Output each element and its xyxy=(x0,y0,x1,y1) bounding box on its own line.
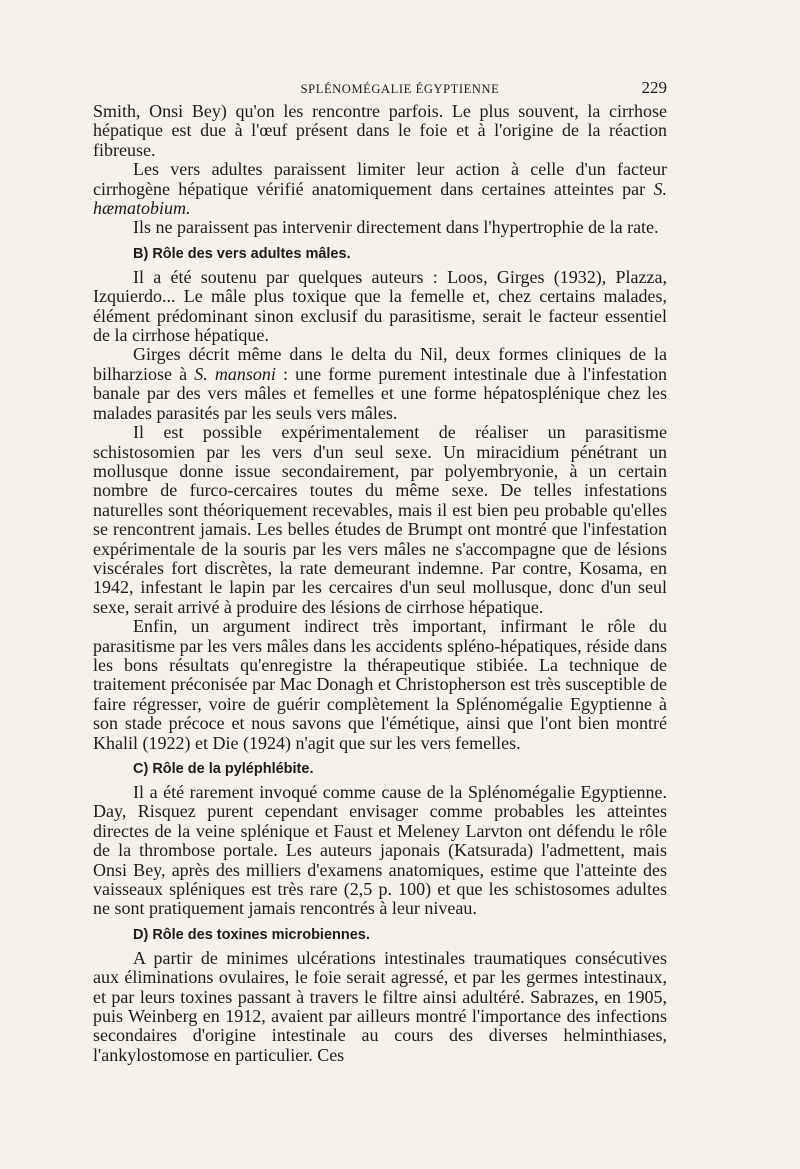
running-header xyxy=(93,74,667,102)
section-heading: D) Rôle des toxines microbiennes. xyxy=(133,926,370,943)
paragraph: Il est possible expérimentalement de réaliser un parasitisme schistosomien par les vers d'un seul sexe. Un miracidium pénétrant un mollusque donne issue secondairement, par polyembryonie, à un certain nombre de furco-cercaires toutes du même sexe. De telles infestations naturelles sont théoriquement recevables, mais il est bien peu probable qu'elles se rencontrent jamais. Les belles études de Brumpt ont montré que l'infestation expérimentale de la souris par les vers mâles ne s'accompagne que de lésions viscérales fort discrètes, la rate demeurant indemne. Par contre, Kosama, en 1942, infestant le lapin par les cercaires d'un seul mollusque, donc d'un seul sexe, serait arrivé à produire des lésions de cirrhose hépatique. xyxy=(93,422,667,617)
species-name: S. mansoni xyxy=(194,363,276,384)
species-name: S. hæmatobium. xyxy=(93,178,667,219)
running-title: SPLÉNOMÉGALIE ÉGYPTIENNE xyxy=(300,82,500,96)
paragraph-text: Les vers adultes paraissent limiter leur action à celle d'un facteur cirrhogène hépatique vérifié anatomiquement dans certaines atteintes par xyxy=(93,159,667,199)
paragraph-text: Girges décrit même dans le delta du Nil, deux formes cliniques de la bilharziose à xyxy=(93,344,667,384)
paragraph: Ils ne paraissent pas intervenir directement dans l'hypertrophie de la rate. xyxy=(133,217,659,238)
paragraph: Il a été soutenu par quelques auteurs : Loos, Girges (1932), Plazza, Izquierdo... Le mâle plus toxique que la femelle et, chez certains malades, élément prédominant sinon exclusif du parasitisme, serait le facteur essentiel de la cirrhose hépatique. xyxy=(93,266,667,346)
paragraph xyxy=(93,345,667,423)
paragraph xyxy=(93,160,667,218)
paragraph: Enfin, un argument indirect très important, infirmant le rôle du parasitisme par les vers mâles dans les accidents spléno-hépatiques, réside dans les bons résultats qu'enregistre la thérapeutique stibiée. La technique de traitement préconisée par Mac Donagh et Christopherson est très susceptible de faire régresser, voire de guérir complètement la Splénomégalie Egyptienne à son stade précoce et nous savons que l'émétique, ainsi que l'ont bien montré Khalil (1922) et Die (1924) n'agit que sur les vers femelles. xyxy=(93,616,667,753)
paragraph: A partir de minimes ulcérations intestinales traumatiques consécutives aux éliminations ovulaires, le foie serait agressé, et par les germes intestinaux, et par leurs toxines passant à travers le filtre ainsi adultéré. Sabrazes, en 1905, puis Weinberg en 1912, avaient par ailleurs montré l'importance des infections secondaires d'origine intestinale au cours des diverses helminthiases, l'ankylostomose en particulier. Ces xyxy=(93,947,667,1065)
section-heading: B) Rôle des vers adultes mâles. xyxy=(133,245,351,262)
section-heading: C) Rôle de la pyléphlébite. xyxy=(133,761,314,777)
body-text xyxy=(93,102,667,1065)
paragraph: Il a été rarement invoqué comme cause de la Splénomégalie Egyptienne. Day, Risquez purent cependant envisager comme probables les atteintes directes de la veine splénique et Faust et Meleney Larvton ont défendu le rôle de la thrombose portale. Les auteurs japonais (Katsurada) l'admettent, mais Onsi Bey, après des milliers d'examens anatomiques, estime que l'atteinte des vaisseaux spléniques est très rare (2,5 p. 100) et que les schistosomes adultes ne sont pratiquement jamais rencontrés à leur niveau. xyxy=(93,782,667,919)
page-number: 229 xyxy=(641,78,667,97)
paragraph-text: : une forme purement intestinale due à l'infestation banale par des vers mâles et femelles et une forme hépatosplénique chez les malades parasités par les seuls vers mâles. xyxy=(93,363,667,423)
paragraph: Smith, Onsi Bey) qu'on les rencontre parfois. Le plus souvent, la cirrhose hépatique est due à l'œuf présent dans le foie et à l'origine de la réaction fibreuse. xyxy=(93,101,667,160)
